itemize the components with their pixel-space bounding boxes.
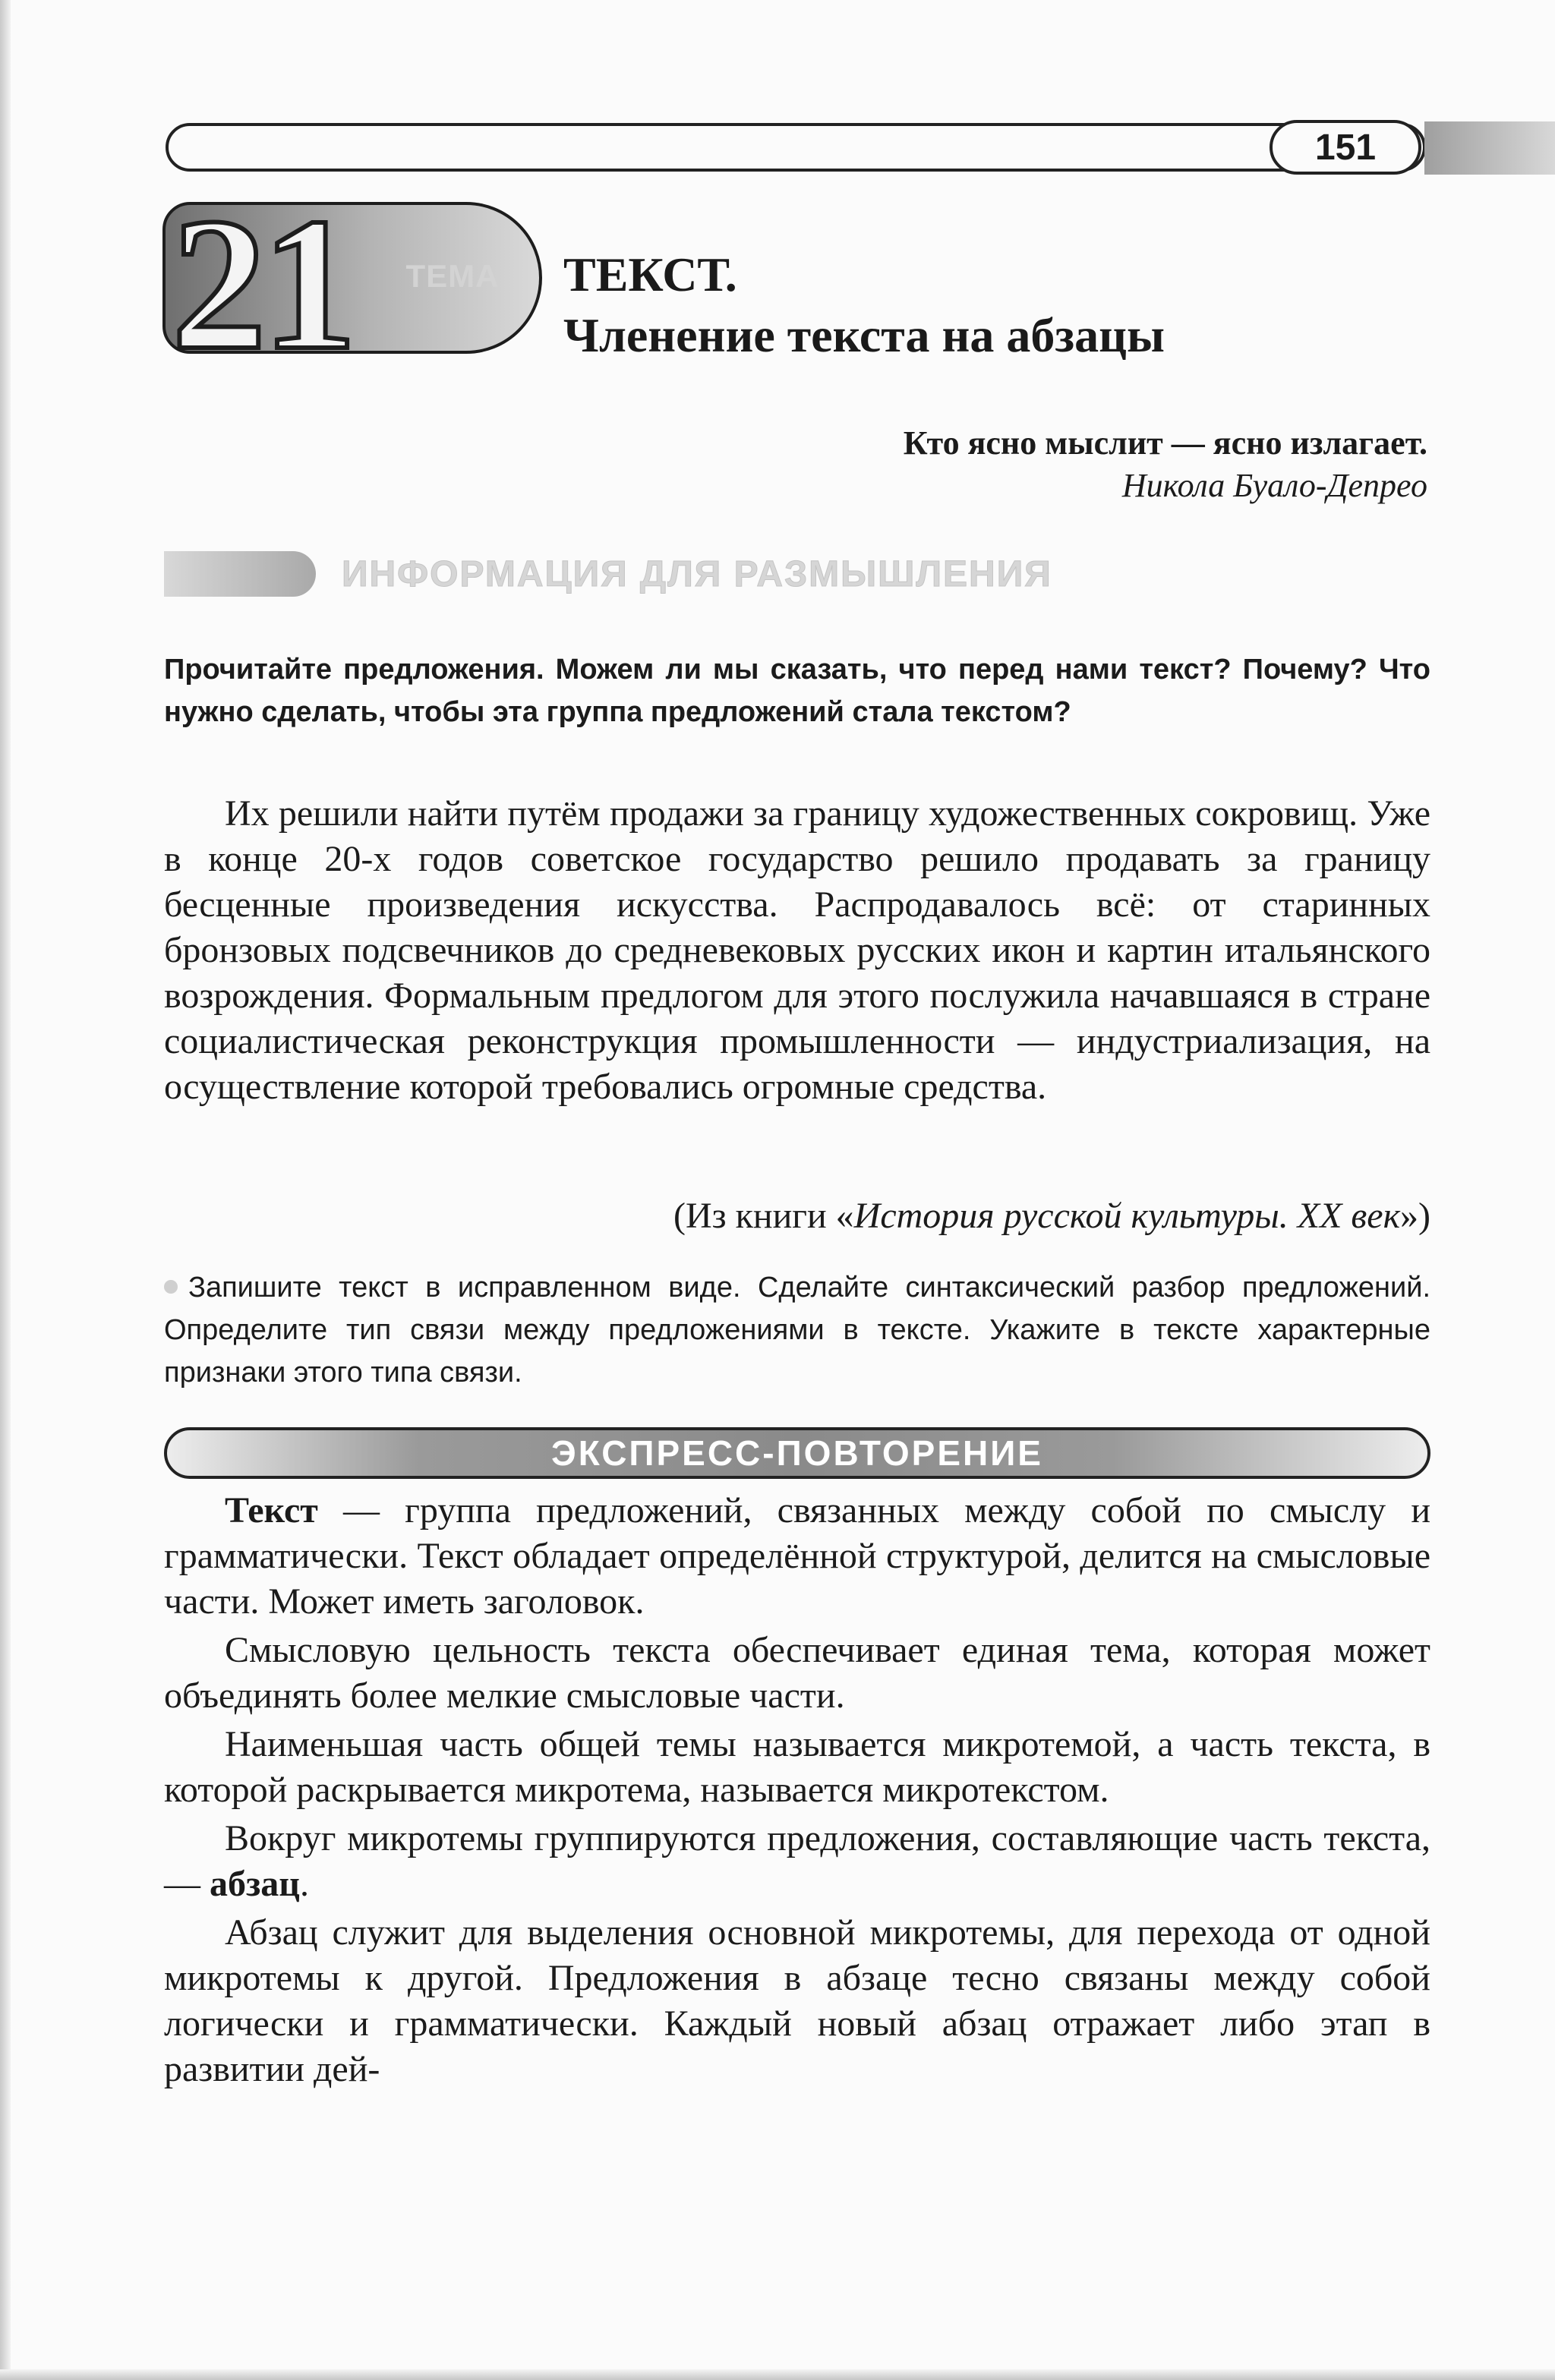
theory-p1-rest: — группа предложений, связанных между собой по смыслу и грамматически. Текст обладает определённой структурой, делится на смысловые части. Может иметь заголовок. <box>164 1490 1430 1622</box>
source-prefix: (Из книги « <box>673 1196 854 1236</box>
title-line-2: Членение текста на абзацы <box>563 308 1165 362</box>
theory-p4-end: . <box>299 1864 309 1904</box>
page-header-bar <box>166 123 1426 172</box>
info-banner-label: ИНФОРМАЦИЯ ДЛЯ РАЗМЫШЛЕНИЯ <box>342 553 1052 594</box>
task-bullet-icon <box>164 1280 178 1294</box>
theory-paragraph-4 <box>164 1816 1430 1907</box>
express-banner <box>164 1427 1430 1479</box>
title-line-1: ТЕКСТ. <box>563 247 737 301</box>
theory-paragraph-2: Смысловую цельность текста обеспечивает единая тема, которая может объединять более мелкие смысловые части. <box>164 1630 1430 1716</box>
source-title: История русской культуры. XX век <box>853 1196 1401 1236</box>
term-text: Текст <box>225 1490 318 1530</box>
express-banner-label: ЭКСПРЕСС-ПОВТОРЕНИЕ <box>551 1433 1043 1473</box>
page-number-text: 151 <box>1314 127 1377 168</box>
page-title <box>563 244 1165 366</box>
info-banner <box>164 544 1136 604</box>
theme-number: 21 <box>172 179 352 389</box>
excerpt-block <box>164 791 1430 1110</box>
info-banner-shape <box>164 551 316 597</box>
epigraph-quote: Кто ясно мыслит — ясно излагает. <box>903 424 1427 462</box>
page-edge-shadow-left <box>0 0 11 2380</box>
epigraph <box>904 422 1427 507</box>
epigraph-author: Никола Буало-Депрео <box>1121 467 1427 504</box>
task-2-text: Запишите текст в исправленном виде. Сделайте синтаксический разбор предложений. Определите тип связи между предложениями в тексте. Укажите в тексте характерные признаки этого типа связи. <box>164 1272 1430 1389</box>
page-header-tab <box>1424 121 1555 175</box>
theory-block <box>164 1488 1430 2095</box>
source-suffix: ») <box>1400 1196 1430 1236</box>
excerpt-source <box>673 1193 1430 1239</box>
page-number <box>1270 120 1421 175</box>
task-2 <box>164 1266 1430 1394</box>
excerpt-paragraph: Их решили найти путём продажи за границу художественных сокровищ. Уже в конце 20-х годов советское государство решило продавать за границу бесценные произведения искусства. Распродавалось всё: от старинных бронзовых подсвечников до средневековых русских икон и картин итальянского возрождения. Формальным предлогом для этого послужила начавшаяся в стране социалистическая реконструкция промышленности — индустриализация, на осуществление которой требовались огромные средства. <box>164 793 1430 1107</box>
theory-paragraph-1 <box>164 1488 1430 1625</box>
term-paragraph: абзац <box>210 1864 300 1904</box>
page-edge-shadow-bottom <box>0 2369 1555 2380</box>
theory-p4-start: Вокруг микротемы группируются предложения, составляющие часть текста, — <box>164 1818 1430 1904</box>
theme-label: ТЕМА <box>405 258 500 294</box>
theory-paragraph-3: Наименьшая часть общей темы называется микротемой, а часть текста, в которой раскрывается микротема, называется микротекстом. <box>164 1724 1430 1810</box>
theory-paragraph-5: Абзац служит для выделения основной микротемы, для перехода от одной микротемы к другой. Предложения в абзаце тесно связаны между собой логически и грамматически. Каждый новый абзац отражает либо этап в развитии дей- <box>164 1912 1430 2089</box>
task-1: Прочитайте предложения. Можем ли мы сказать, что перед нами текст? Почему? Что нужно сделать, чтобы эта группа предложений стала текстом? <box>164 654 1430 728</box>
